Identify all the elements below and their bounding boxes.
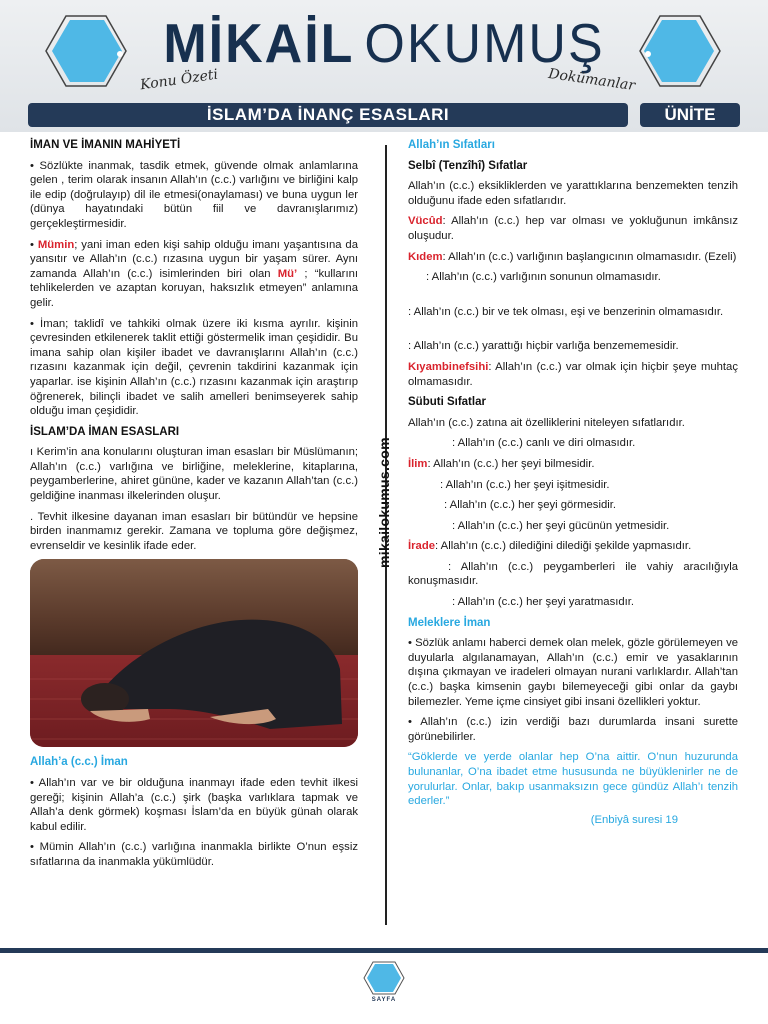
- attribute-item: İrade: Allah’ın (c.c.) dilediğini dilediği şekilde yapmasıdır.: [408, 540, 692, 553]
- paragraph: . Tevhit ilkesine dayanan iman esasları bir bütündür ve hepsine birden inanmamız gerekir. Zamana ve topluma göre değişmez, evrenseldir ve kesinlik ifade eder.: [30, 510, 358, 552]
- attribute-item: Kıyambinefsihi: Allah’ın (c.c.) var olmak için hiçbir şeye muhtaç olmamasıdır.: [408, 360, 738, 388]
- script-label-left: Konu Özeti: [139, 66, 219, 94]
- attribute-item: : Allah’ın (c.c.) her şeyi yaratmasıdır.: [452, 596, 635, 609]
- paragraph: • Allah’ın var ve bir olduğuna inanmayı ifade eden tevhit ilkesi gereği; kişinin Allah’a (c.c.) şirk (başka varlıklara tapmak ve Allah’a denk görmek) koşması İslam’da en büyük günah olarak kabul edilir.: [30, 777, 358, 833]
- paragraph: • Sözlükte inanmak, tasdik etmek, güvende olmak anlamlarına gelen , terim olarak insanın Allah’ın (c.c.) varlığını ve birliğini kalp ile edip (doğrulayıp) dil ile etmesi(onaylaması) ve buna uygun ler (dünya hayatındaki bütün fiil ve davranışlarımız) gerçekleştirmesidir.: [30, 159, 358, 230]
- subsection-heading: Selbî (Tenzîhî) Sıfatlar: [408, 159, 528, 172]
- paragraph: • Sözlük anlamı haberci demek olan melek, gözle görülemeyen ve duyularla algılanamayan, Allah’ın (c.c.) emir ve yasaklarının dışına çıkmayan ve iradeleri olmayan nurani varlıklardır. Allah’tan (c.c.) başka kimsenin gaybı bilemeyeceği gibi onlar da gaybı bilemezler. Yeme içme cinsiyet gibi insani özellikleri yoktur.: [408, 637, 738, 708]
- brand-name: [0, 13, 768, 76]
- verse-quote: “Göklerde ve yerde olanlar hep O’na aittir. O’nun huzurunda bulunanlar, O’na ibadet etme hususunda ne büyüklenirler ne de yorulurlar. Onlar, bakıp usanmaksızın gece gündüz Allah’ı tenzih ederler.”: [408, 751, 738, 808]
- attribute-item: Kıdem: Allah’ın (c.c.) varlığının başlangıcının olmamasıdır. (Ezeli): [408, 250, 737, 263]
- page-title: İSLAM’DA İNANÇ ESASLARI: [206, 105, 450, 124]
- attribute-item: : Allah’ın (c.c.) varlığının sonunun olmamasıdır.: [426, 271, 661, 284]
- paragraph: • Mümin; yani iman eden kişi sahip olduğu imanı yaşantısına da yansıtır ve Allah’ın (c.c.) rızasına uygun bir yaşam sürer. Aynı zamanda Allah’ın (c.c.) isimlerinden biri olan Mü’ ; “kullarını tehlikelerden ve azaptan koruyan, haksızlık etmeyen” anlamına gelir.: [30, 238, 359, 309]
- attribute-item: : Allah’ın (c.c.) her şeyi gücünün yetmesidir.: [452, 519, 670, 532]
- section-heading: İSLAM’DA İMAN ESASLARI: [30, 425, 180, 438]
- vertical-website-url: mikailokumus.com: [376, 437, 392, 568]
- section-heading: Allah’ın Sıfatları: [408, 139, 495, 151]
- attribute-item: : Allah’ın (c.c.) canlı ve diri olmasıdır.: [452, 437, 636, 450]
- attribute-item: : Allah’ın (c.c.) peygamberleri ile vahiy aracılığıyla konuşmasıdır.: [408, 560, 738, 588]
- keyword-mu: Mü’: [277, 267, 298, 280]
- unit-label: ÜNİTE: [664, 105, 716, 124]
- attribute-item: : Allah’ın (c.c.) her şeyi görmesidir.: [444, 499, 617, 512]
- page-number-hexagon-icon: [358, 958, 410, 998]
- script-label-right: Dokümanlar: [547, 66, 637, 94]
- brand-second: OKUMUŞ: [364, 13, 605, 75]
- prayer-photo: [30, 559, 358, 747]
- attribute-item: : Allah’ın (c.c.) bir ve tek olması, eşi ve benzerinin olmamasıdır.: [408, 305, 724, 318]
- subsection-heading: Sübuti Sıfatlar: [408, 396, 486, 409]
- verse-citation: (Enbiyâ suresi 19: [590, 813, 678, 826]
- paragraph: • Allah’ın (c.c.) izin verdiği bazı durumlarda insani surette görünebilirler.: [408, 716, 738, 743]
- title-bar: [28, 103, 628, 127]
- paragraph: • İman; taklidî ve tahkiki olmak üzere iki kısma ayrılır. kişinin çevresinden etkilenerek taklit ettiği göstermelik iman çeşididir. Bu imana sahip olan kişiler ibadet ve davranışlarını Allah’ın (c.c.) rızasını kazanmak için değil, çevrenin takdirini kazanmak için yaparlar. ise kişinin Allah’ın (c.c.) rızasını kazanmak için araştırıp öğrenerek, bilinçli ibadet ve salih amelleri benimseyerek sahip olduğu iman çeşididir.: [30, 317, 358, 418]
- section-heading: Meleklere İman: [408, 616, 491, 629]
- paragraph: Allah’ın (c.c.) zatına ait özelliklerini niteleyen sıfatlarıdır.: [408, 416, 685, 429]
- page-label: SAYFA: [371, 997, 397, 1003]
- left-column: [30, 138, 358, 876]
- paragraph: Allah’ın (c.c.) eksikliklerden ve yarattıklarına benzemekten tenzih olduğunu ifade eden sıfatlarıdır.: [408, 180, 738, 207]
- page-header: [0, 0, 768, 132]
- attribute-item: İlim: Allah’ın (c.c.) her şeyi bilmesidir.: [408, 457, 595, 470]
- section-heading: Allah’a (c.c.) İman: [30, 756, 128, 769]
- attribute-item: Vücûd: Allah’ın (c.c.) hep var olması ve yokluğunun imkânsız oluşudur.: [408, 215, 738, 242]
- attribute-item: : Allah’ın (c.c.) yarattığı hiçbir varlığa benzememesidir.: [408, 340, 679, 353]
- footer-line: [0, 948, 768, 953]
- brand-first: MİKAİL: [163, 13, 355, 75]
- attribute-item: : Allah’ın (c.c.) her şeyi işitmesidir.: [440, 478, 610, 491]
- unit-bar: [640, 103, 740, 127]
- right-column: [408, 138, 738, 827]
- keyword-mumin: Mümin: [37, 238, 75, 251]
- paragraph: • Mümin Allah’ın (c.c.) varlığına inanmakla birlikte O’nun eşsiz sıfatlarına da inanmakla yükümlüdür.: [30, 841, 358, 868]
- section-heading: İMAN VE İMANIN MAHİYETİ: [30, 139, 181, 151]
- paragraph: ı Kerim’in ana konularını oluşturan iman esasları bir Müslümanın; Allah’ın (c.c.) varlığına ve birliğine, meleklerine, kitaplarına, peygamberlerine, ahiret gününe, kader ve kazanın Allah’tan (c.c.) geldiğine inanması ilkelerinden oluşur.: [30, 446, 358, 503]
